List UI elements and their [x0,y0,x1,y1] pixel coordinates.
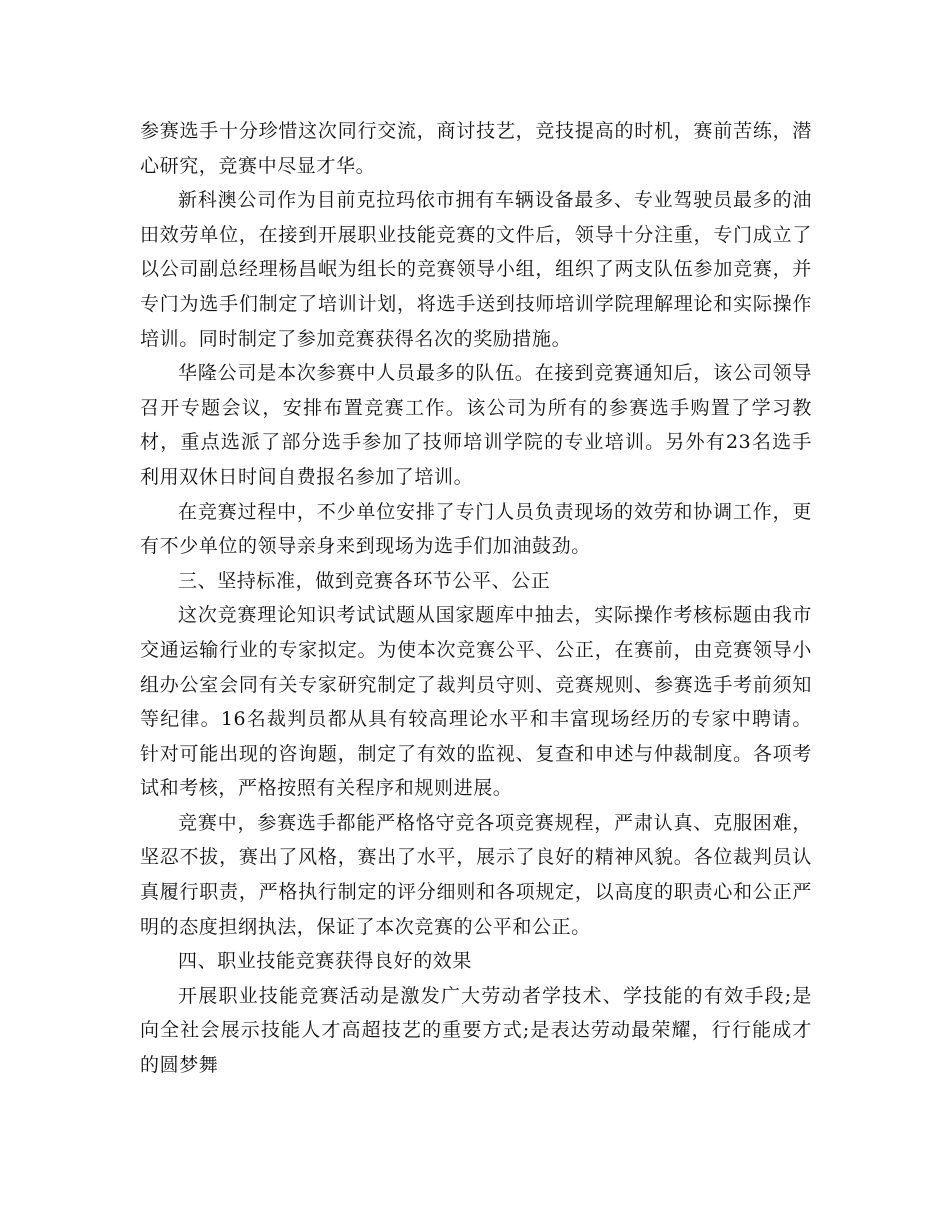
paragraph-5: 这次竞赛理论知识考试试题从国家题库中抽去，实际操作考核标题由我市交通运输行业的专家拟定。为使本次竞赛公平、公正，在赛前，由竞赛领导小组办公室会同有关专家研究制定了裁判员守则、竞赛规则、参赛选手考前须知等纪律。16名裁判员都从具有较高理论水平和丰富现场经历的专家中聘请。针对可能出现的咨询题，制定了有效的监视、复查和申述与仲裁制度。各项考试和考核，严格按照有关程序和规则进展。 [140,604,812,800]
document-body [140,114,812,1083]
section-heading-4: 四、职业技能竞赛获得良好的效果 [178,950,473,973]
section-heading-3: 三、坚持标准，做到竞赛各环节公平、公正 [178,569,551,592]
paragraph-3: 华隆公司是本次参赛中人员最多的队伍。在接到竞赛通知后，该公司领导召开专题会议，安排布置竞赛工作。该公司为所有的参赛选手购置了学习教材，重点选派了部分选手参加了技师培训学院的专业培训。另外有23名选手利用双休日时间自费报名参加了培训。 [140,362,812,488]
paragraph-2: 新科澳公司作为目前克拉玛依市拥有车辆设备最多、专业驾驶员最多的油田效劳单位，在接到开展职业技能竞赛的文件后，领导十分注重，专门成立了以公司副总经理杨昌岷为组长的竞赛领导小组，组织了两支队伍参加竞赛，并专门为选手们制定了培训计划，将选手送到技师培训学院理解理论和实际操作培训。同时制定了参加竞赛获得名次的奖励措施。 [140,189,812,350]
paragraph-7: 开展职业技能竞赛活动是激发广大劳动者学技术、学技能的有效手段;是向全社会展示技能人才高超技艺的重要方式;是表达劳动最荣耀，行行能成才的圆梦舞 [140,984,812,1077]
paragraph-6: 竞赛中，参赛选手都能严格恪守竞各项竞赛规程，严肃认真、克服困难，坚忍不拔，赛出了风格，赛出了水平，展示了良好的精神风貌。各位裁判员认真履行职责，严格执行制定的评分细则和各项规定，以高度的职责心和公正严明的态度担纲执法，保证了本次竞赛的公平和公正。 [140,811,812,938]
paragraph-1: 参赛选手十分珍惜这次同行交流，商讨技艺，竞技提高的时机，赛前苦练，潜心研究，竞赛中尽显才华。 [140,120,812,177]
paragraph-4: 在竞赛过程中，不少单位安排了专门人员负责现场的效劳和协调工作，更有不少单位的领导亲身来到现场为选手们加油鼓劲。 [140,500,812,558]
